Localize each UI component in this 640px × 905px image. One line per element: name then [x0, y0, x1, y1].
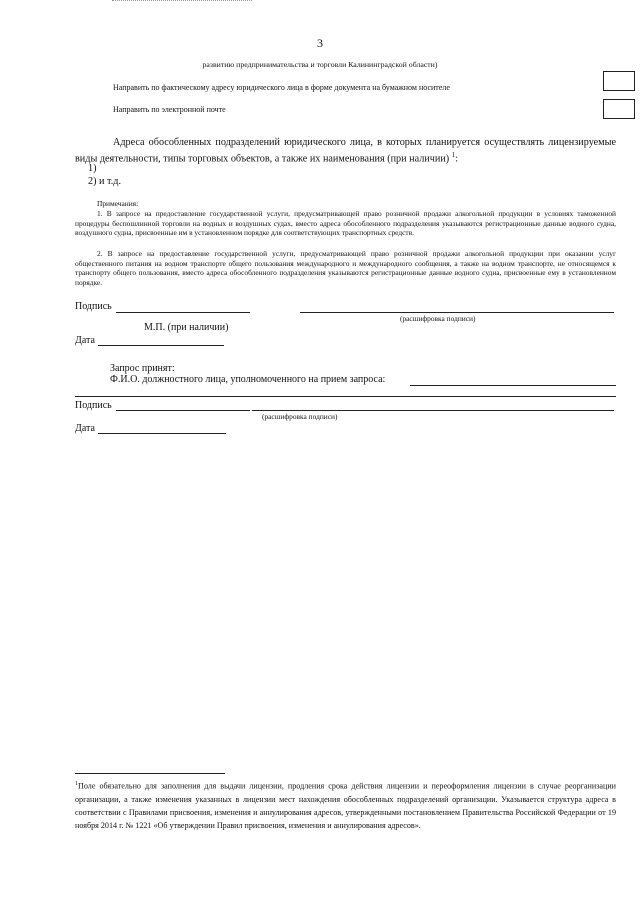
form-header-continuation: развитию предпринимательства и торговли Калининградской области) — [202, 60, 438, 69]
applicant-signature-label: Подпись — [75, 301, 112, 312]
applicant-date-line[interactable] — [98, 345, 224, 346]
note-item-2: 2. В запросе на предоставление государственной услуги, предусматривающей право розничной продажи алкогольной продукции при оказании услуг общественного питания на водном транспорте общего пользования международного и международного сообщения, а также на водном транспорте, не относящемся к транспорту общего пользования, вместо адреса обособленного подразделения указываются регистрационные данные водного судна, присвоенные ему в установленном порядке. — [75, 249, 616, 287]
applicant-decoding-caption: (расшифровка подписи) — [400, 314, 476, 323]
acceptance-signature-line[interactable] — [116, 410, 250, 411]
delivery-option-paper-checkbox[interactable] — [603, 71, 635, 91]
official-name-line-2[interactable] — [75, 396, 616, 397]
addresses-intro: Адреса обособленных подразделений юридического лица, в которых планируется осуществлять лицензируемые виды деятельности, типы торговых объектов, а также их наименования (при наличии) $^1$: — [75, 137, 616, 165]
acceptance-date-line[interactable] — [98, 433, 226, 434]
addresses-intro-text: Адреса обособленных подразделений юридического лица, в которых планируется осуществлять лицензируемые виды деятельности, типы торговых объектов, а также их наименования (при наличии) — [75, 137, 616, 165]
official-name-line[interactable] — [410, 385, 616, 386]
page-number: 3 — [317, 36, 323, 50]
footnote-text — [75, 778, 616, 832]
acceptance-title: Запрос принят: — [110, 363, 175, 374]
acceptance-decoding-caption: (расшифровка подписи) — [262, 412, 338, 421]
applicant-signature-line[interactable] — [116, 312, 250, 313]
scan-artifact — [112, 0, 252, 4]
address-item-1: 1) — [88, 163, 97, 174]
footnote-body: Поле обязательно для заполнения для выдачи лицензии, продления срока действия лицензии и переоформления лицензии в случае реорганизации организации, а также изменения указанных в лицензии мест нахождения обособленных подразделений организации. Указывается структура адреса в соответствии с Правилами присвоения, изменения и аннулирования адресов, утвержденными постановлением Правительства Российской Федерации от 19 ноября 2014 г. № 1221 «Об утверждении Правил присвоения, изменения и аннулирования адресов». — [75, 781, 616, 830]
delivery-option-paper-label: Направить по фактическому адресу юридического лица в форме документа на бумажном носителе — [113, 83, 450, 92]
stamp-label: М.П. (при наличии) — [144, 322, 229, 333]
acceptance-decoding-line[interactable] — [252, 410, 614, 411]
footnote-separator — [75, 773, 225, 774]
delivery-option-email-checkbox[interactable] — [603, 99, 635, 119]
address-item-2: 2) и т.д. — [88, 176, 121, 187]
acceptance-date-label: Дата — [75, 423, 95, 434]
notes-title: Примечания: — [97, 199, 139, 208]
footnote-ref: 1 — [451, 151, 456, 159]
acceptance-signature-label: Подпись — [75, 400, 112, 411]
applicant-date-label: Дата — [75, 335, 95, 346]
delivery-option-email-label: Направить по электронной почте — [113, 105, 226, 114]
applicant-decoding-line[interactable] — [300, 312, 614, 313]
footnote-mark: 1 — [75, 781, 78, 787]
official-label: Ф.И.О. должностного лица, уполномоченного на прием запроса: — [110, 374, 386, 385]
note-item-1: 1. В запросе на предоставление государственной услуги, предусматривающей право розничной продажи алкогольной продукции в условиях таможенной процедуры беспошлинной торговли на водных и воздушных судах, вместо адреса обособленного подразделения указываются регистрационные данные водного судна, воздушного судна, присвоенные им в установленном порядке для соответствующих транспортных средств. — [75, 209, 616, 238]
